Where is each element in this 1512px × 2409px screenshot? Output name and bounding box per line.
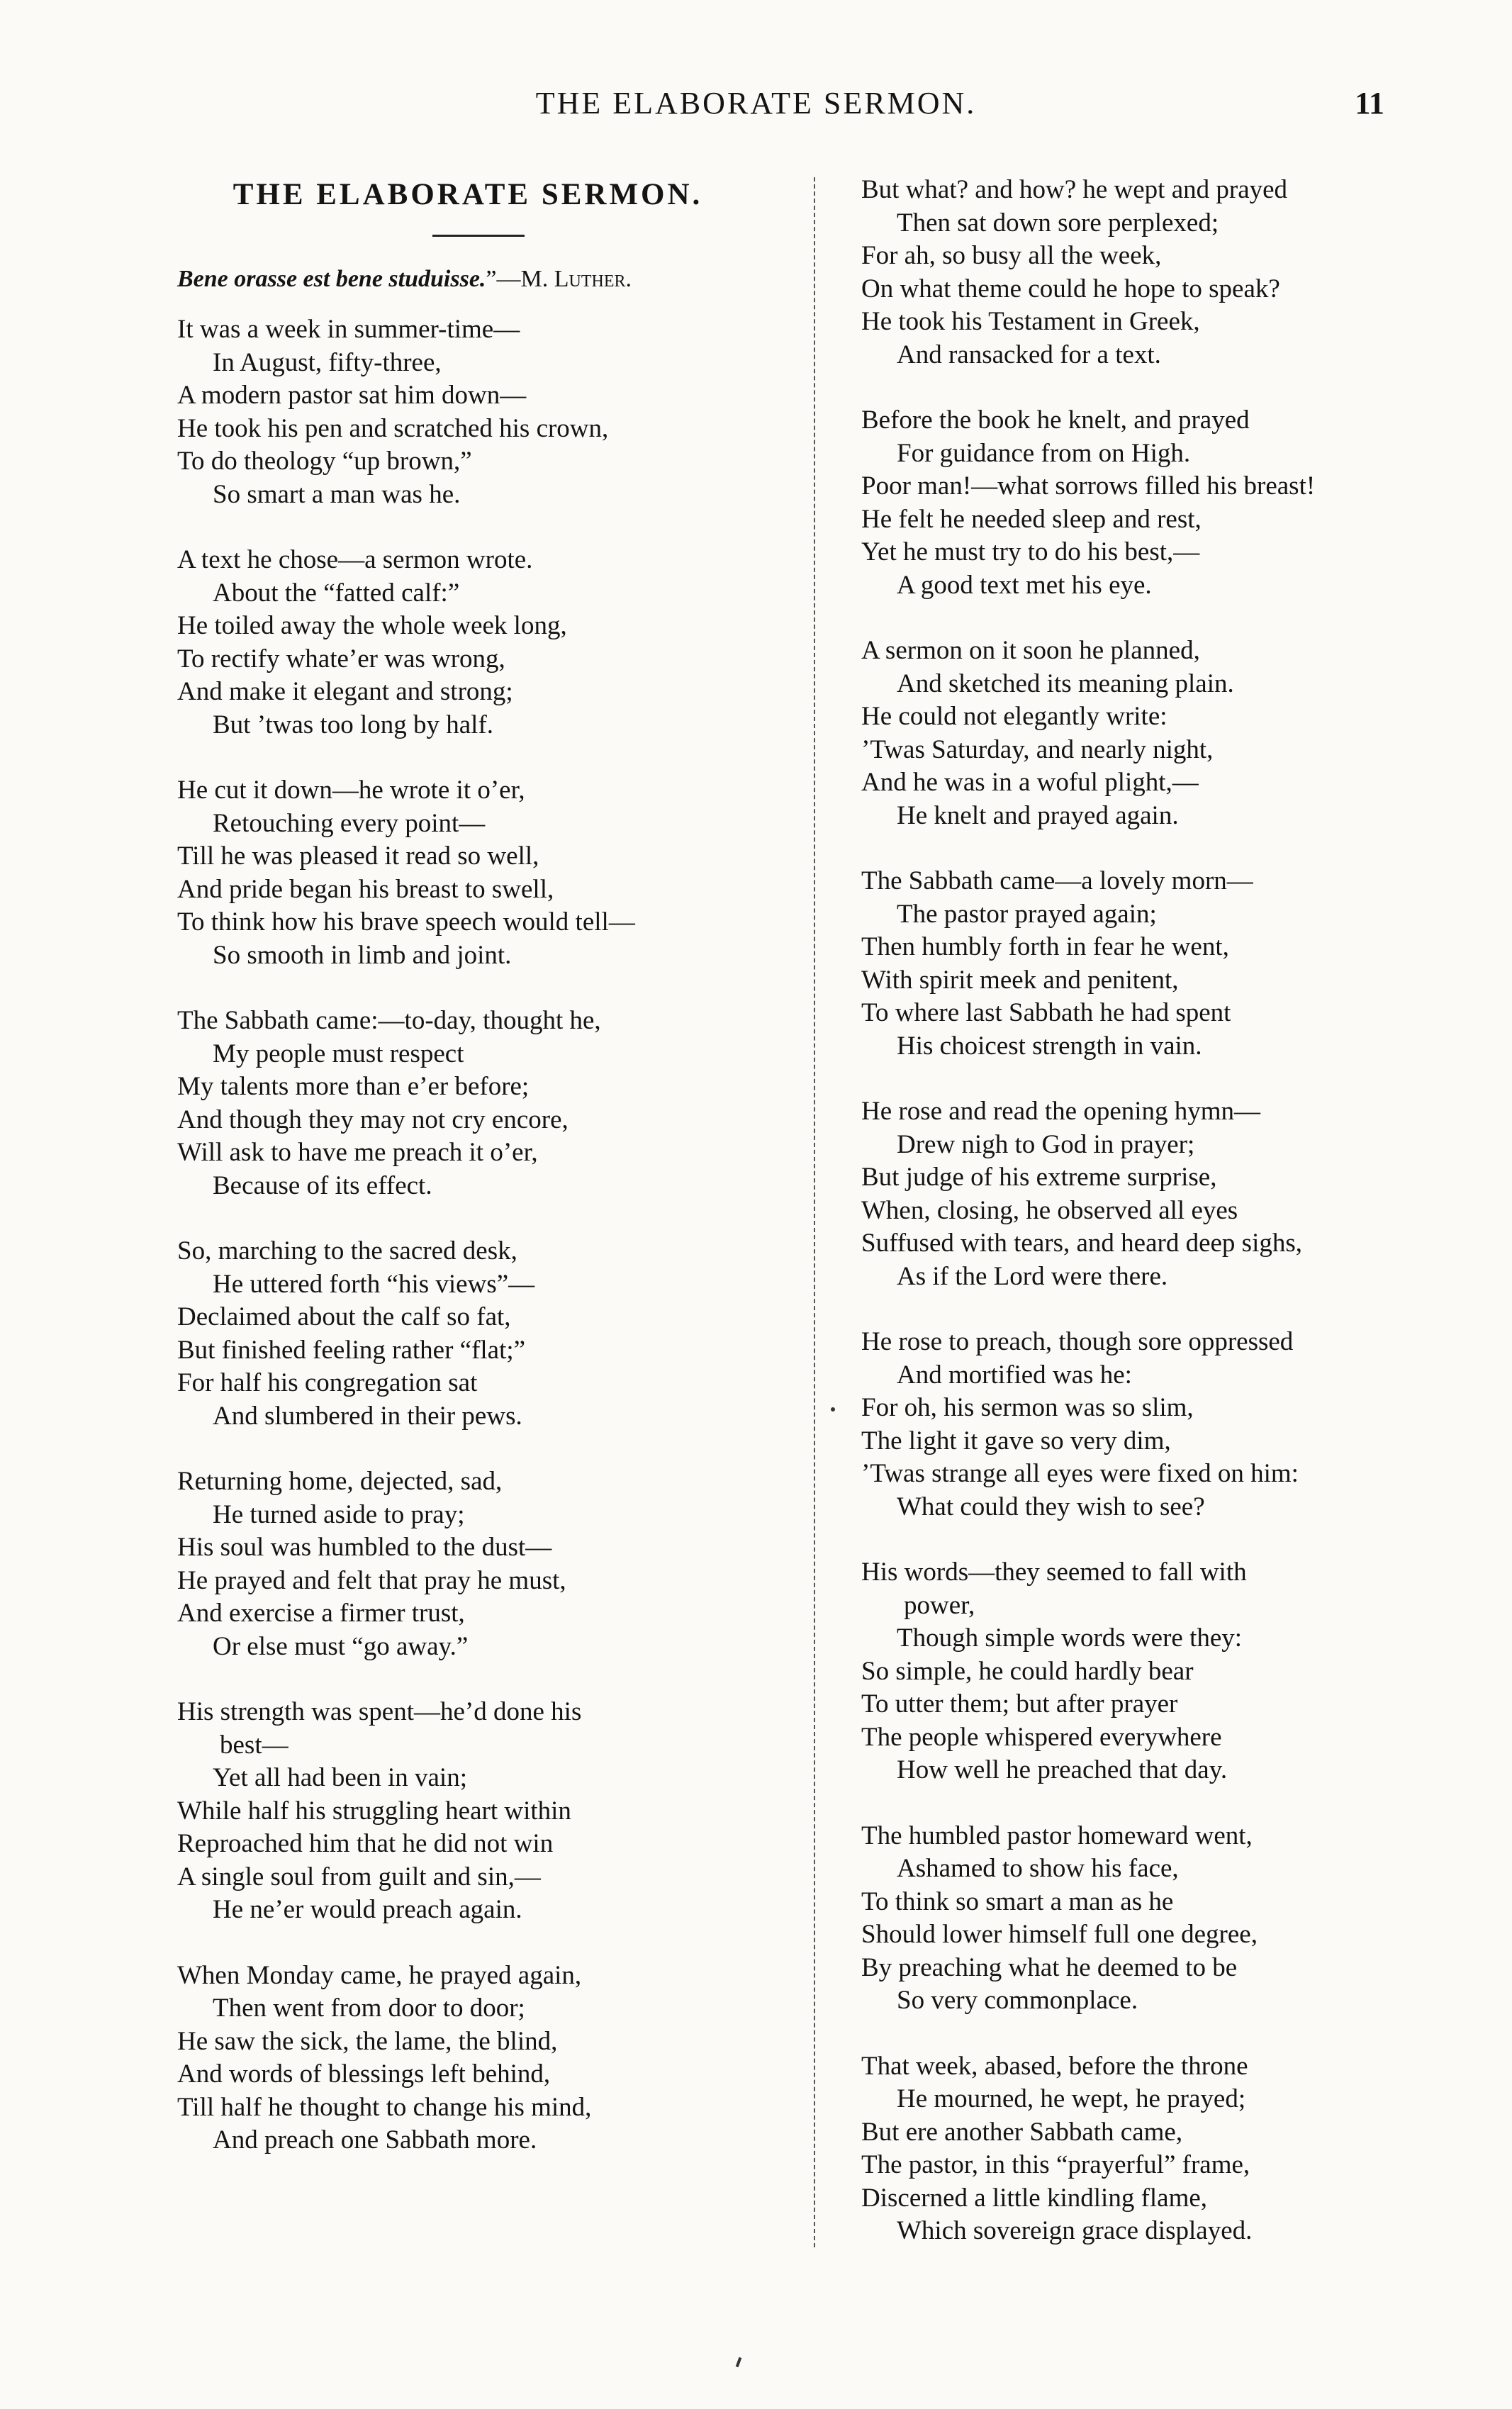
poem-line: For guidance from on High. xyxy=(897,438,1191,468)
stanza xyxy=(177,1960,815,2157)
poem-line: Returning home, dejected, sad, xyxy=(177,1467,503,1496)
poem-line: Though simple words were they: xyxy=(897,1623,1243,1653)
poem-line: But ere another Sabbath came, xyxy=(861,2117,1183,2147)
print-speck xyxy=(736,2357,742,2368)
epigraph-author: ”—M. Luther. xyxy=(486,266,632,292)
poem-line: Should lower himself full one degree, xyxy=(861,1920,1258,1949)
poem-line: He rose and read the opening hymn— xyxy=(861,1097,1261,1126)
poem-line: And he was in a woful plight,— xyxy=(861,768,1199,797)
poem-line: While half his struggling heart within xyxy=(177,1796,571,1826)
poem-line: His soul was humbled to the dust— xyxy=(177,1533,552,1562)
poem-line: Will ask to have me preach it o’er, xyxy=(177,1138,538,1167)
poem-line: Because of its effect. xyxy=(213,1170,432,1200)
poem-line: Discerned a little kindling flame, xyxy=(861,2183,1208,2213)
poem-line: That week, abased, before the throne xyxy=(861,2051,1248,2081)
poem-line: The light it gave so very dim, xyxy=(861,1426,1171,1455)
poem-line: But judge of his extreme surprise, xyxy=(861,1163,1217,1192)
poem-line: His words—they seemed to fall with xyxy=(861,1558,1247,1587)
poem-line: It was a week in summer-time— xyxy=(177,315,520,344)
stanza xyxy=(861,1820,1464,2018)
poem-line: A sermon on it soon he planned, xyxy=(861,636,1200,665)
poem-line: So smart a man was he. xyxy=(213,479,461,509)
poem-line: And mortified was he: xyxy=(897,1360,1132,1390)
poem-line: And sketched its meaning plain. xyxy=(897,669,1234,698)
poem-line: Then sat down sore perplexed; xyxy=(897,208,1219,237)
epigraph xyxy=(177,264,815,295)
poem-line: The people whispered everywhere xyxy=(861,1722,1222,1752)
right-column xyxy=(861,174,1464,2281)
poem-line: And words of blessings left behind, xyxy=(177,2059,551,2089)
poem-line: Till he was pleased it read so well, xyxy=(177,842,539,871)
poem-title: THE ELABORATE SERMON. xyxy=(233,178,703,211)
poem-line: Drew nigh to God in prayer; xyxy=(897,1129,1195,1159)
print-speck xyxy=(831,1407,835,1412)
stanza xyxy=(177,774,815,972)
poem-line: ’Twas strange all eyes were fixed on him: xyxy=(861,1459,1299,1488)
poem-line: Then went from door to door; xyxy=(213,1994,525,2023)
poem-line: What could they wish to see? xyxy=(897,1492,1205,1521)
poem-line: To do theology “up brown,” xyxy=(177,447,472,476)
poem-line: The pastor prayed again; xyxy=(897,899,1157,929)
stanza xyxy=(861,865,1464,1063)
poem-line: About the “fatted calf:” xyxy=(213,578,460,608)
poem-line: A text he chose—a sermon wrote. xyxy=(177,545,533,574)
running-head xyxy=(0,85,1512,135)
poem-line: My people must respect xyxy=(213,1039,464,1068)
stanza xyxy=(861,174,1464,371)
poem-line: He cut it down—he wrote it o’er, xyxy=(177,776,525,805)
poem-line: For ah, so busy all the week, xyxy=(861,241,1162,270)
poem-line: His strength was spent—he’d done his xyxy=(177,1697,582,1726)
poem-line: When, closing, he observed all eyes xyxy=(861,1195,1238,1225)
poem-line: To think how his brave speech would tell— xyxy=(177,907,635,937)
poem-line: power, xyxy=(904,1590,975,1620)
poem-line: He ne’er would preach again. xyxy=(213,1895,522,1924)
poem-line: He turned aside to pray; xyxy=(213,1499,465,1529)
poem-line: And pride began his breast to swell, xyxy=(177,874,554,904)
epigraph-latin: Bene orasse est bene studuisse. xyxy=(177,266,486,292)
poem-line: Or else must “go away.” xyxy=(213,1631,469,1661)
stanza xyxy=(177,1235,815,1433)
poem-line: So, marching to the sacred desk, xyxy=(177,1236,517,1265)
poem-line: Suffused with tears, and heard deep sighs, xyxy=(861,1229,1303,1258)
stanza xyxy=(861,2050,1464,2248)
poem-line: Yet he must try to do his best,— xyxy=(861,537,1200,566)
poem-line: He took his Testament in Greek, xyxy=(861,307,1200,336)
poem-line: To utter them; but after prayer xyxy=(861,1689,1178,1718)
poem-line: He saw the sick, the lame, the blind, xyxy=(177,2026,558,2056)
poem-line: He took his pen and scratched his crown, xyxy=(177,413,609,443)
poem-line: He mourned, he wept, he prayed; xyxy=(897,2084,1246,2113)
stanza xyxy=(861,1326,1464,1524)
stanza xyxy=(861,1095,1464,1293)
poem-line: He could not elegantly write: xyxy=(861,702,1167,731)
stanza xyxy=(861,635,1464,832)
poem-line: Reproached him that he did not win xyxy=(177,1829,554,1858)
poem-line: Yet all had been in vain; xyxy=(213,1763,467,1792)
poem-line: But ’twas too long by half. xyxy=(213,710,494,739)
poem-line: The Sabbath came—a lovely morn— xyxy=(861,866,1253,895)
poem-line: But what? and how? he wept and prayed xyxy=(861,175,1288,204)
poem-line: When Monday came, he prayed again, xyxy=(177,1960,582,1990)
poem-line: His choicest strength in vain. xyxy=(897,1031,1202,1061)
poem-line: A modern pastor sat him down— xyxy=(177,381,527,410)
poem-line: Retouching every point— xyxy=(213,808,486,838)
poem-line: The Sabbath came:—to-day, thought he, xyxy=(177,1006,601,1035)
poem-line: He uttered forth “his views”— xyxy=(213,1269,535,1299)
poem-line: To think so smart a man as he xyxy=(861,1887,1174,1916)
poem-line: To where last Sabbath he had spent xyxy=(861,998,1231,1027)
poem-line: He rose to preach, though sore oppressed xyxy=(861,1327,1294,1356)
stanza xyxy=(177,1465,815,1663)
poem-line: By preaching what he deemed to be xyxy=(861,1952,1238,1982)
poem-line: So smooth in limb and joint. xyxy=(213,940,512,970)
poem-line: A single soul from guilt and sin,— xyxy=(177,1862,541,1891)
poem-line: To rectify whate’er was wrong, xyxy=(177,644,505,673)
poem-line: For half his congregation sat xyxy=(177,1368,478,1397)
stanza xyxy=(177,1005,815,1202)
poem-line: My talents more than e’er before; xyxy=(177,1072,530,1101)
poem-line: How well he preached that day. xyxy=(897,1755,1228,1784)
stanza xyxy=(177,1696,815,1927)
left-stanzas xyxy=(177,313,815,2157)
poem-line: He knelt and prayed again. xyxy=(897,800,1179,830)
poem-line: Poor man!—what sorrows filled his breast! xyxy=(861,471,1316,501)
poem-line: A good text met his eye. xyxy=(897,570,1152,600)
poem-line: Which sovereign grace displayed. xyxy=(897,2216,1253,2245)
poem-line: As if the Lord were there. xyxy=(897,1261,1168,1291)
poem-line: So simple, he could hardly bear xyxy=(861,1656,1194,1686)
poem-line: best— xyxy=(220,1730,289,1760)
left-column xyxy=(177,174,815,2190)
poem-line: And slumbered in their pews. xyxy=(213,1401,522,1431)
poem-line: ’Twas Saturday, and nearly night, xyxy=(861,734,1214,764)
stanza xyxy=(861,404,1464,602)
stanza xyxy=(177,313,815,511)
page-number: 11 xyxy=(1355,86,1384,121)
poem-line: In August, fifty-three, xyxy=(213,347,442,377)
poem-line: For oh, his sermon was so slim, xyxy=(861,1393,1194,1422)
poem-line: Then humbly forth in fear he went, xyxy=(861,932,1229,961)
poem-line: So very commonplace. xyxy=(897,1986,1138,2015)
poem-line: And exercise a firmer trust, xyxy=(177,1599,465,1628)
stanza xyxy=(861,1556,1464,1787)
poem-line: But finished feeling rather “flat;” xyxy=(177,1335,526,1365)
poem-line: The pastor, in this “prayerful” frame, xyxy=(861,2150,1250,2179)
poem-line: On what theme could he hope to speak? xyxy=(861,274,1280,303)
title-rule xyxy=(432,235,525,237)
poem-line: Declaimed about the calf so fat, xyxy=(177,1302,511,1331)
poem-line: He toiled away the whole week long, xyxy=(177,611,567,640)
poem-line: He prayed and felt that pray he must, xyxy=(177,1565,566,1595)
poem-line: Till half he thought to change his mind, xyxy=(177,2092,592,2122)
stanza xyxy=(177,544,815,742)
poem-line: Ashamed to show his face, xyxy=(897,1854,1179,1883)
running-title: THE ELABORATE SERMON. xyxy=(535,86,977,121)
poem-line: And make it elegant and strong; xyxy=(177,677,513,706)
poem-line: The humbled pastor homeward went, xyxy=(861,1821,1253,1850)
poem-line: And preach one Sabbath more. xyxy=(213,2125,537,2154)
poem-line: And ransacked for a text. xyxy=(897,340,1161,369)
right-stanzas xyxy=(861,174,1464,2248)
poem-line: With spirit meek and penitent, xyxy=(861,965,1179,995)
poem-line: And though they may not cry encore, xyxy=(177,1105,569,1134)
poem-line: He felt he needed sleep and rest, xyxy=(861,504,1202,534)
poem-line: Before the book he knelt, and prayed xyxy=(861,406,1250,435)
